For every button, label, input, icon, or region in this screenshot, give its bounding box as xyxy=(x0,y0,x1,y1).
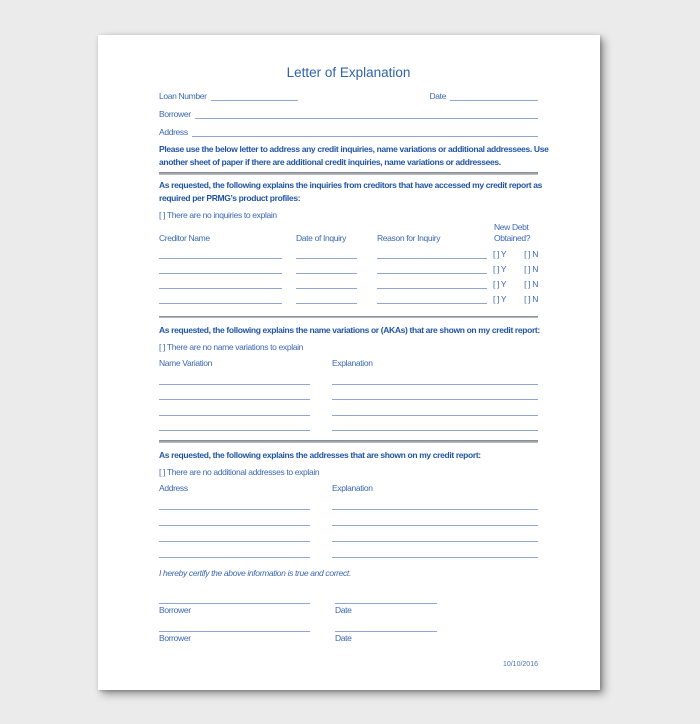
section-separator xyxy=(159,440,538,443)
address-explanation-input-line[interactable] xyxy=(332,517,538,526)
reason-for-inquiry-header: Reason for Inquiry xyxy=(377,232,441,243)
no-additional-addresses-checkbox[interactable]: [ ] There are no additional addresses to explain xyxy=(159,466,320,477)
name-variation-input-line[interactable] xyxy=(159,391,310,400)
borrower-signature-label: Borrower xyxy=(159,632,191,643)
inquiry-row xyxy=(159,274,538,289)
borrower-signature-input-line[interactable] xyxy=(159,623,310,632)
name-variation-row xyxy=(159,416,538,432)
addresses-table-header xyxy=(159,483,538,494)
name-variation-header: Name Variation xyxy=(159,358,213,368)
no-name-variations-checkbox[interactable]: [ ] There are no name variations to explain xyxy=(159,342,304,352)
explanation-header: Explanation xyxy=(332,482,373,493)
loan-number-date-row xyxy=(159,90,538,101)
address-input-line[interactable] xyxy=(192,128,538,137)
inquiries-heading-line-2: required per PRMG’s product profiles: xyxy=(159,192,301,203)
inquiries-heading xyxy=(159,179,543,205)
new-debt-yes-checkbox[interactable]: [ ] Y xyxy=(493,248,507,259)
new-debt-no-checkbox[interactable]: [ ] N xyxy=(524,263,538,274)
document-content xyxy=(159,65,549,643)
name-variations-heading: As requested, the following explains the name variations or (AKAs) that are shown on my credit report: xyxy=(159,325,540,335)
borrower-row xyxy=(159,108,538,119)
section-separator xyxy=(159,316,538,319)
new-debt-no-checkbox[interactable]: [ ] N xyxy=(524,248,538,259)
section-separator xyxy=(159,172,538,175)
date-label: Date xyxy=(429,91,446,101)
signature-row-1-labels xyxy=(159,605,538,615)
borrower-signature-input-line[interactable] xyxy=(159,595,310,604)
intro-text xyxy=(159,143,549,169)
signature-date-input-line[interactable] xyxy=(335,623,437,632)
loan-number-input-line[interactable] xyxy=(211,92,298,101)
date-of-inquiry-header: Date of Inquiry xyxy=(296,232,347,243)
document-page xyxy=(98,35,600,690)
inquiry-date-input-line[interactable] xyxy=(296,250,357,259)
address-label: Address xyxy=(159,127,188,137)
inquiry-date-input-line[interactable] xyxy=(296,280,357,289)
creditor-name-input-line[interactable] xyxy=(159,280,282,289)
signature-row-1-lines xyxy=(159,595,538,604)
address-row xyxy=(159,510,538,526)
intro-line-2: another sheet of paper if there are additional credit inquiries, name variations or addressees. xyxy=(159,157,501,167)
name-variation-explanation-input-line[interactable] xyxy=(332,376,538,385)
address-row xyxy=(159,526,538,542)
new-debt-checkbox-group xyxy=(493,294,538,304)
name-variation-row xyxy=(159,400,538,416)
new-debt-header-line-2: Obtained? xyxy=(494,232,531,243)
inquiry-date-input-line[interactable] xyxy=(296,265,357,274)
inquiry-reason-input-line[interactable] xyxy=(377,280,487,289)
certification-text: I hereby certify the above information is true and correct. xyxy=(159,567,351,578)
name-variations-table-header xyxy=(159,358,538,369)
inquiry-row xyxy=(159,289,538,304)
name-variation-explanation-input-line[interactable] xyxy=(332,391,538,400)
inquiry-row xyxy=(159,244,538,259)
borrower-signature-label: Borrower xyxy=(159,604,191,615)
inquiry-date-input-line[interactable] xyxy=(296,295,357,304)
name-variation-row xyxy=(159,369,538,385)
name-variation-input-line[interactable] xyxy=(159,407,310,416)
inquiry-row xyxy=(159,259,538,274)
borrower-label: Borrower xyxy=(159,109,191,119)
address-row xyxy=(159,542,538,558)
inquiry-reason-input-line[interactable] xyxy=(377,265,487,274)
explanation-header: Explanation xyxy=(332,358,373,368)
intro-line-1: Please use the below letter to address any credit inquiries, name variations or additional addressees. Use xyxy=(159,144,549,154)
signature-row-2-lines xyxy=(159,623,538,632)
page-title: Letter of Explanation xyxy=(286,65,411,80)
new-debt-checkbox-group xyxy=(493,249,538,259)
signature-date-input-line[interactable] xyxy=(335,595,437,604)
address-row xyxy=(159,494,538,510)
date-input-line[interactable] xyxy=(450,92,538,101)
loan-number-label: Loan Number xyxy=(159,91,207,101)
new-debt-obtained-header xyxy=(494,222,538,244)
address-explanation-input-line[interactable] xyxy=(332,533,538,542)
creditor-name-input-line[interactable] xyxy=(159,250,282,259)
signature-row-2-labels xyxy=(159,633,538,643)
address-entry-input-line[interactable] xyxy=(159,501,310,510)
address-entry-input-line[interactable] xyxy=(159,533,310,542)
name-variation-explanation-input-line[interactable] xyxy=(332,407,538,416)
name-variation-row xyxy=(159,385,538,401)
new-debt-checkbox-group xyxy=(493,279,538,289)
creditor-name-input-line[interactable] xyxy=(159,295,282,304)
address-row xyxy=(159,126,538,137)
signature-date-label: Date xyxy=(335,604,352,615)
creditor-name-header: Creditor Name xyxy=(159,232,210,243)
address-column-header: Address xyxy=(159,482,188,493)
addresses-section xyxy=(159,449,538,558)
name-variation-explanation-input-line[interactable] xyxy=(332,422,538,431)
addresses-heading: As requested, the following explains the addresses that are shown on my credit report: xyxy=(159,449,481,460)
inquiries-heading-line-1: As requested, the following explains the inquiries from creditors that have accessed my credit report as xyxy=(159,179,543,190)
no-inquiries-checkbox[interactable]: [ ] There are no inquiries to explain xyxy=(159,209,277,220)
address-entry-input-line[interactable] xyxy=(159,517,310,526)
new-debt-no-checkbox[interactable]: [ ] N xyxy=(524,293,538,304)
footer-date: 10/10/2016 xyxy=(502,661,538,668)
name-variation-input-line[interactable] xyxy=(159,422,310,431)
new-debt-header-line-1: New Debt xyxy=(494,221,529,232)
address-explanation-input-line[interactable] xyxy=(332,549,538,558)
inquiry-reason-input-line[interactable] xyxy=(377,250,487,259)
new-debt-yes-checkbox[interactable]: [ ] Y xyxy=(493,263,507,274)
new-debt-yes-checkbox[interactable]: [ ] Y xyxy=(493,293,507,304)
new-debt-no-checkbox[interactable]: [ ] N xyxy=(524,278,538,289)
new-debt-checkbox-group xyxy=(493,264,538,274)
creditor-name-input-line[interactable] xyxy=(159,265,282,274)
borrower-input-line[interactable] xyxy=(195,110,538,119)
new-debt-yes-checkbox[interactable]: [ ] Y xyxy=(493,278,507,289)
name-variation-input-line[interactable] xyxy=(159,376,310,385)
signature-date-label: Date xyxy=(335,632,352,643)
address-explanation-input-line[interactable] xyxy=(332,501,538,510)
inquiries-table-header xyxy=(159,222,538,244)
inquiry-reason-input-line[interactable] xyxy=(377,295,487,304)
address-entry-input-line[interactable] xyxy=(159,549,310,558)
